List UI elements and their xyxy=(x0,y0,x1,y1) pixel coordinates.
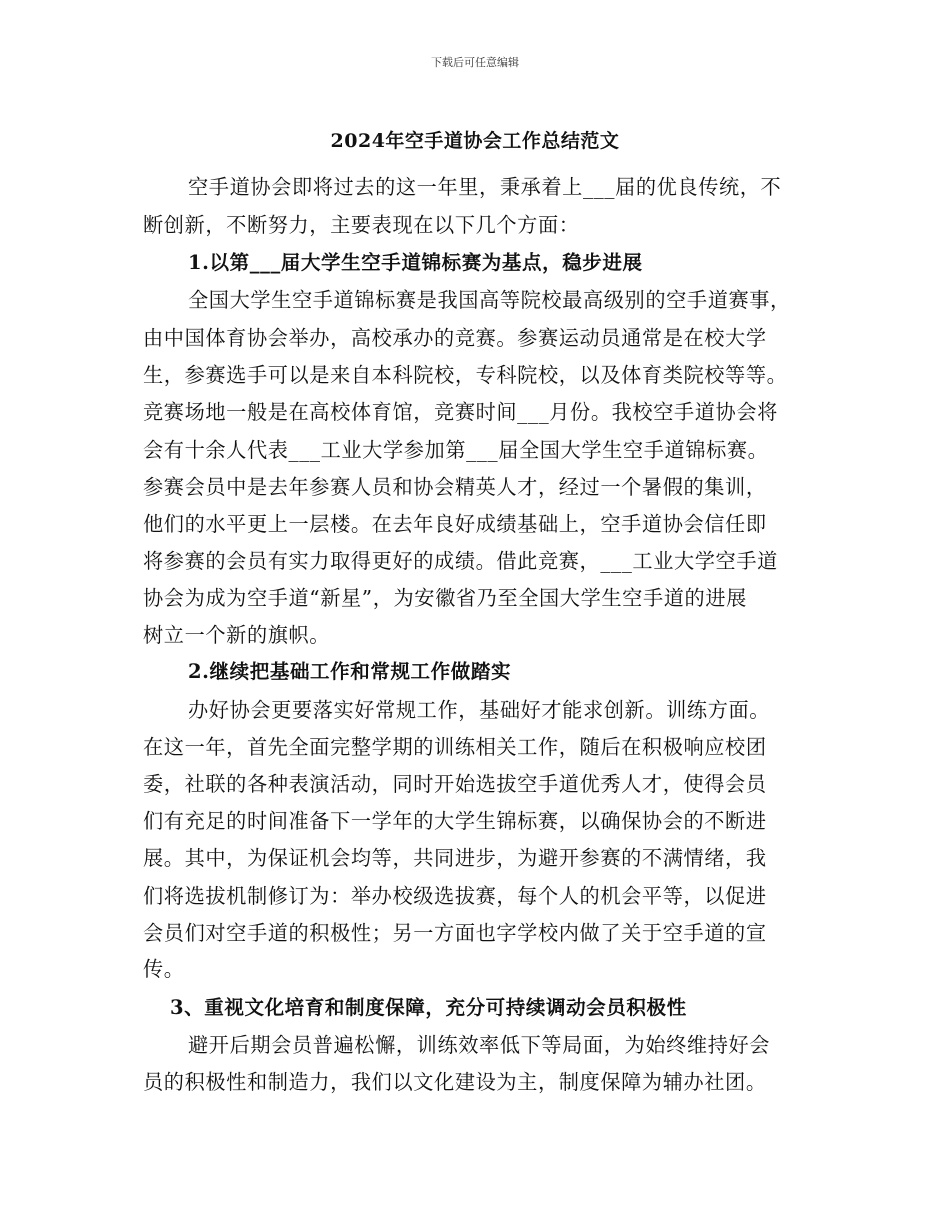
paragraph-line: 生，参赛选手可以是来自本科院校，专科院校，以及体育类院校等等。 xyxy=(143,363,788,387)
section-heading-2: 2.继续把基础工作和常规工作做踏实 xyxy=(188,660,512,683)
paragraph-line: 会员们对空手道的积极性；另一方面也字学校内做了关于空手道的宣 xyxy=(143,921,767,945)
paragraph-line: 们有充足的时间准备下一学年的大学生锦标赛，以确保协会的不断进 xyxy=(143,809,767,833)
paragraph-line: 树立一个新的旗帜。 xyxy=(143,623,331,647)
paragraph-line: 展。其中，为保证机会均等，共同进步，为避开参赛的不满情绪，我 xyxy=(143,846,767,870)
paragraph-line: 参赛会员中是去年参赛人员和协会精英人才，经过一个暑假的集训， xyxy=(143,475,767,499)
paragraph-line: 避开后期会员普遍松懈，训练效率低下等局面，为始终维持好会 xyxy=(188,1033,771,1057)
paragraph-line: 断创新，不断努力，主要表现在以下几个方面： xyxy=(143,213,580,237)
paragraph-line: 将参赛的会员有实力取得更好的成绩。借此竞赛，___工业大学空手道 xyxy=(143,549,778,573)
paragraph-line: 空手道协会即将过去的这一年里，秉承着上___届的优良传统，不 xyxy=(188,175,782,199)
section-heading-1: 1.以第___届大学生空手道锦标赛为基点，稳步进展 xyxy=(188,251,643,274)
document-title: 2024年空手道协会工作总结范文 xyxy=(330,130,620,152)
paragraph-line: 全国大学生空手道锦标赛是我国高等院校最高级别的空手道赛事， xyxy=(188,288,791,312)
paragraph-line: 他们的水平更上一层楼。在去年良好成绩基础上，空手道协会信任即 xyxy=(143,512,767,536)
section-heading-3: 3、重视文化培育和制度保障，充分可持续调动会员积极性 xyxy=(170,996,687,1019)
paragraph-line: 办好协会更要落实好常规工作，基础好才能求创新。训练方面。 xyxy=(188,698,771,722)
paragraph-line: 传。 xyxy=(143,957,185,981)
header-note: 下载后可任意编辑 xyxy=(431,56,519,69)
paragraph-line: 委，社联的各种表演活动，同时开始选拔空手道优秀人才，使得会员 xyxy=(143,772,767,796)
paragraph-line: 在这一年，首先全面完整学期的训练相关工作，随后在积极响应校团 xyxy=(143,735,767,759)
paragraph-line: 会有十余人代表___工业大学参加第___届全国大学生空手道锦标赛。 xyxy=(143,438,769,462)
paragraph-line: 员的积极性和制造力，我们以文化建设为主，制度保障为辅办社团。 xyxy=(143,1070,767,1094)
paragraph-line: 由中国体育协会举办，高校承办的竞赛。参赛运动员通常是在校大学 xyxy=(143,326,767,350)
paragraph-line: 协会为成为空手道“新星”，为安徽省乃至全国大学生空手道的进展 xyxy=(143,586,747,610)
paragraph-line: 竞赛场地一般是在高校体育馆，竞赛时间___月份。我校空手道协会将 xyxy=(143,400,778,424)
paragraph-line: 们将选拔机制修订为：举办校级选拔赛，每个人的机会平等，以促进 xyxy=(143,884,767,908)
